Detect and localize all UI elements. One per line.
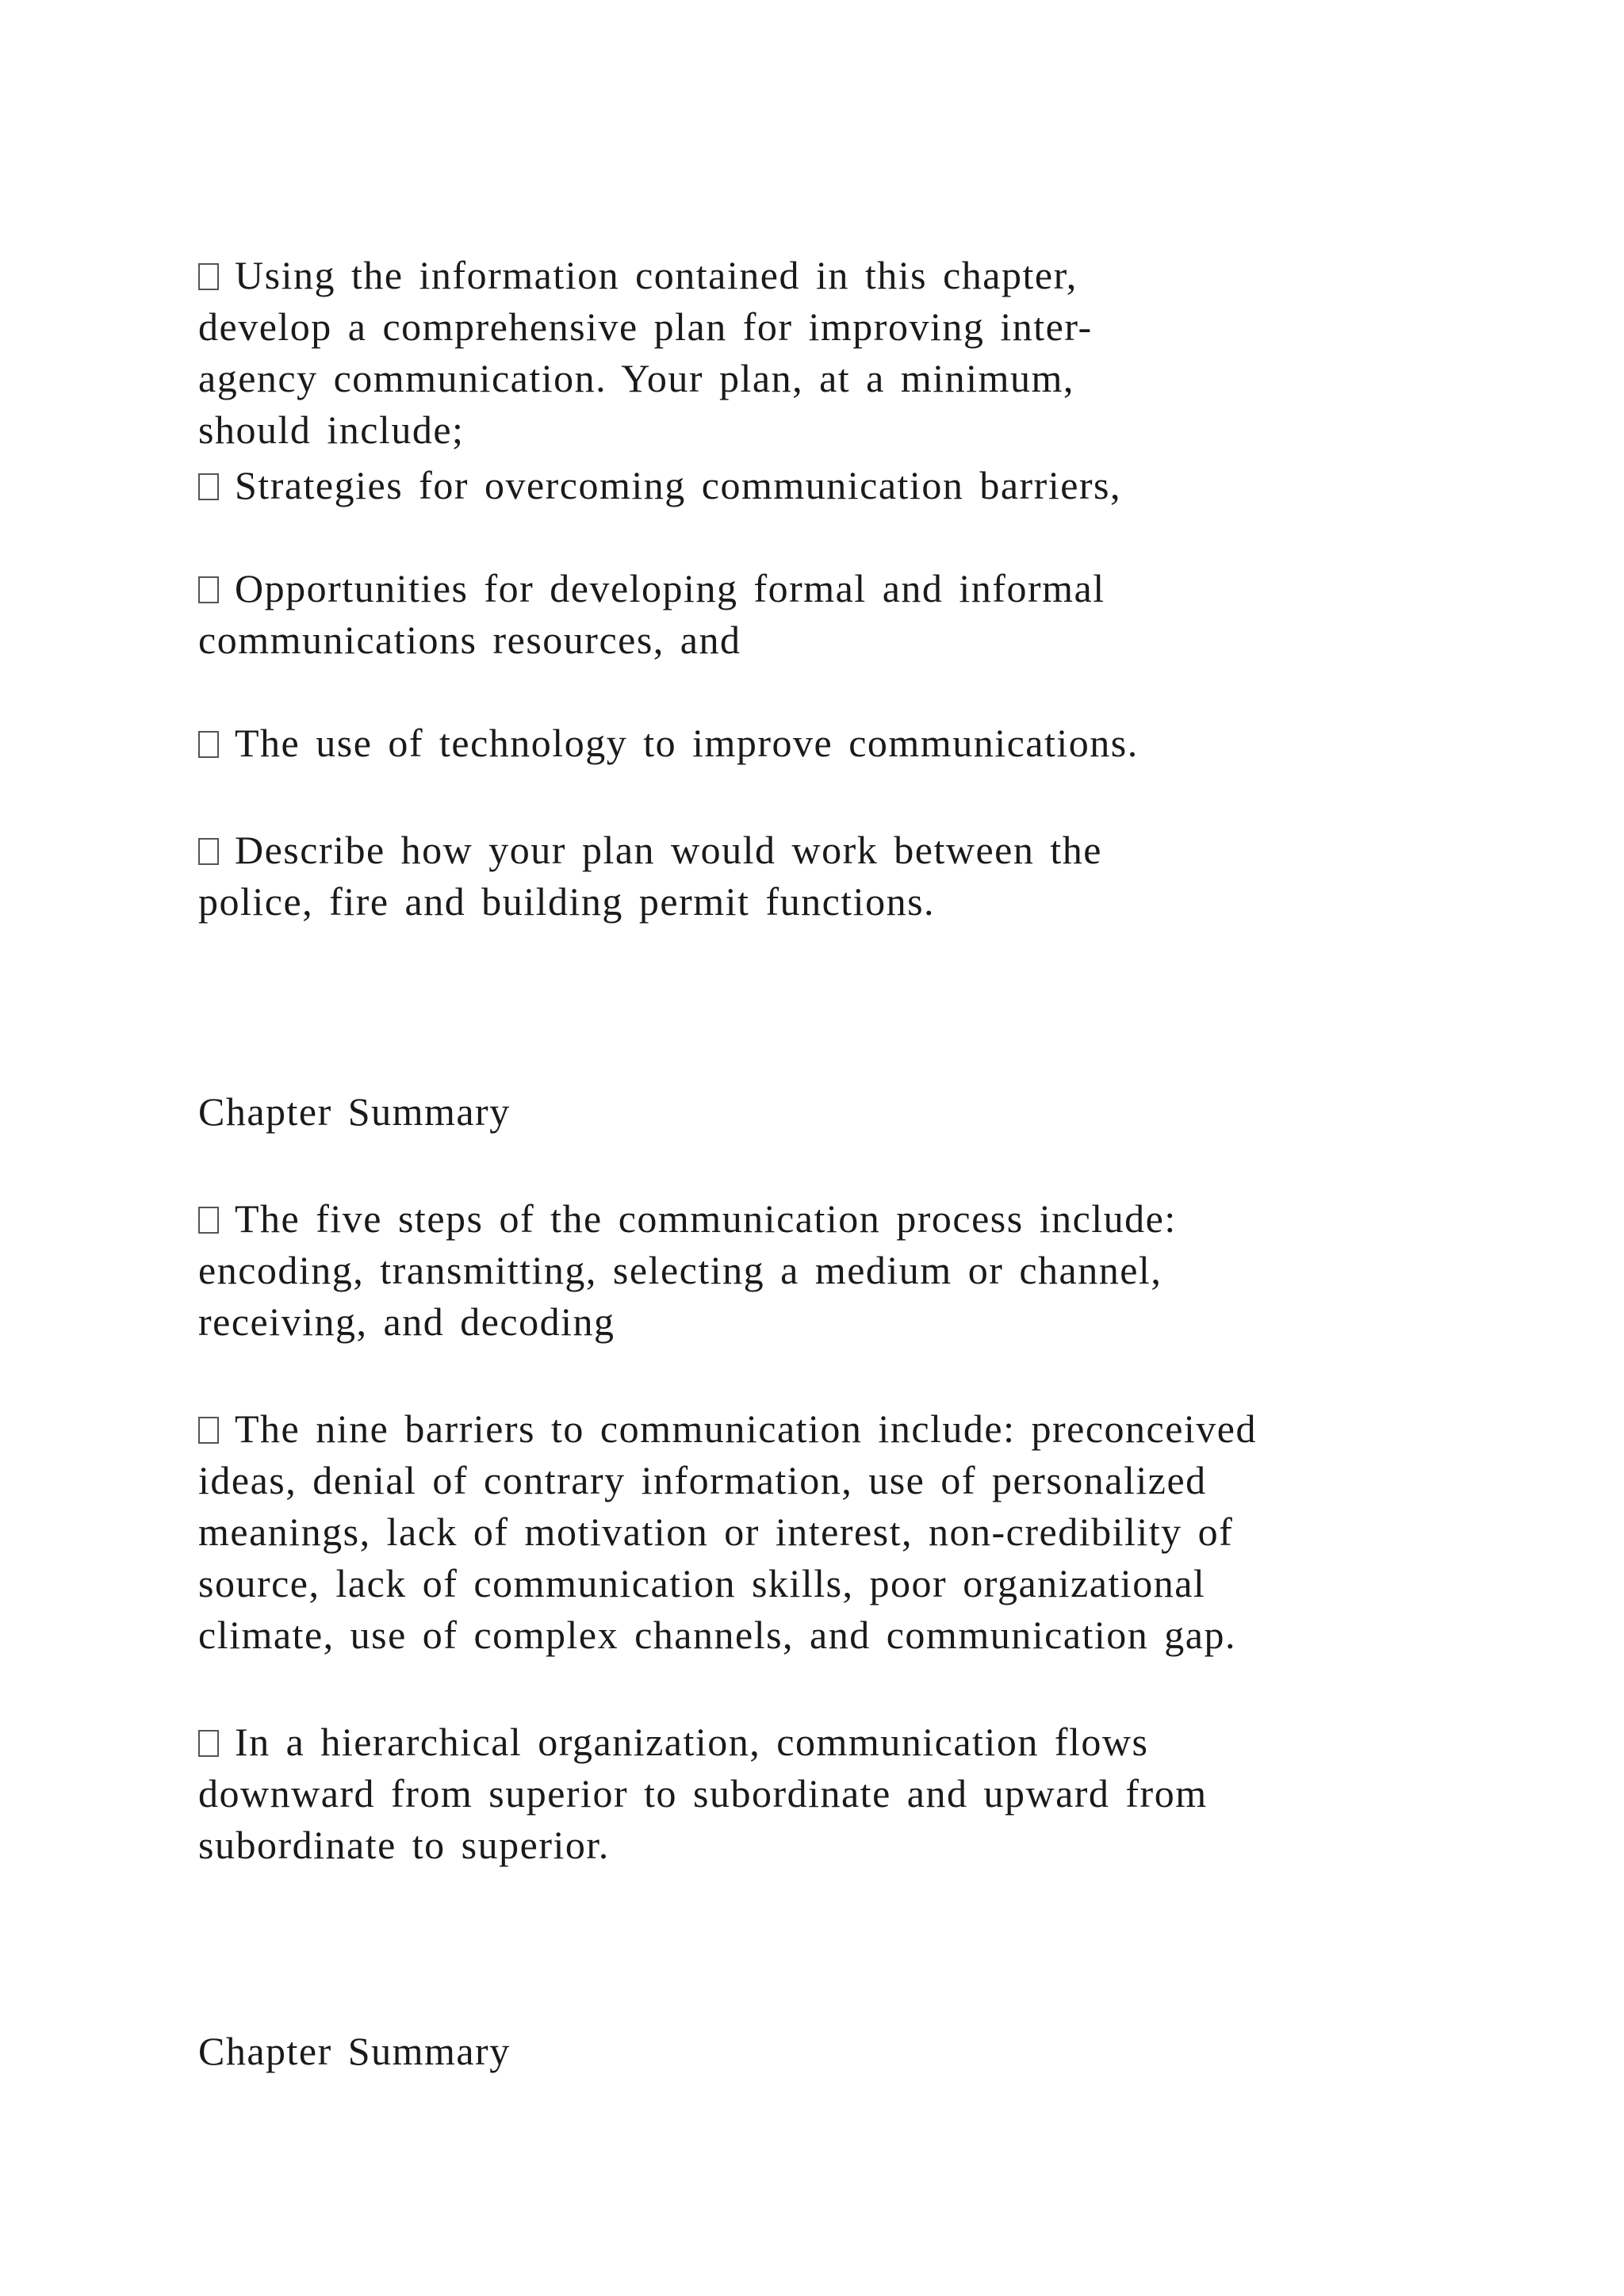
bullet-box-icon [198, 838, 219, 865]
text-line-content: Describe how your plan would work between the [235, 828, 1102, 872]
bullet-box-icon [198, 1730, 219, 1757]
bullet-box-icon [198, 731, 219, 758]
text-line [198, 250, 1467, 301]
text-line: climate, use of complex channels, and communication gap. [198, 1613, 1236, 1657]
heading-text: Chapter Summary [198, 2029, 511, 2073]
text-line: develop a comprehensive plan for improving inter- [198, 304, 1093, 349]
text-line: meanings, lack of motivation or interest, non-credibility of [198, 1510, 1234, 1554]
assignment-item-opportunities [198, 563, 1467, 666]
text-line [198, 1716, 1467, 1768]
text-line [198, 1403, 1467, 1455]
text-line-content: The use of technology to improve communications. [235, 721, 1139, 765]
text-line: subordinate to superior. [198, 1823, 610, 1867]
text-line: agency communication. Your plan, at a minimum, [198, 356, 1074, 400]
text-line: should include; [198, 408, 465, 452]
text-line-content: Strategies for overcoming communication barriers, [235, 463, 1122, 507]
text-line: source, lack of communication skills, poor organizational [198, 1561, 1206, 1605]
text-line: ideas, denial of contrary information, use of personalized [198, 1458, 1207, 1502]
text-line [198, 718, 1467, 769]
bullet-box-icon [198, 473, 219, 500]
text-line: encoding, transmitting, selecting a medium or channel, [198, 1248, 1162, 1292]
text-line [198, 1193, 1467, 1245]
text-line: downward from superior to subordinate and upward from [198, 1771, 1208, 1816]
summary-item-nine-barriers [198, 1403, 1467, 1661]
text-line-content: The nine barriers to communication include: preconceived [235, 1406, 1257, 1451]
text-line: receiving, and decoding [198, 1299, 615, 1344]
section-heading-chapter-summary [198, 2026, 1467, 2077]
text-line-content: The five steps of the communication process include: [235, 1196, 1177, 1241]
bullet-box-icon [198, 263, 219, 290]
text-line: police, fire and building permit functions. [198, 879, 936, 924]
text-line [198, 460, 1467, 511]
text-line-content: Using the information contained in this chapter, [235, 253, 1078, 297]
assignment-item-using-information [198, 250, 1467, 456]
heading-text: Chapter Summary [198, 1089, 511, 1134]
summary-item-five-steps [198, 1193, 1467, 1348]
section-heading-chapter-summary [198, 1086, 1467, 1138]
text-line: communications resources, and [198, 618, 741, 662]
text-line-content: Opportunities for developing formal and informal [235, 566, 1105, 610]
text-line [198, 563, 1467, 614]
bullet-box-icon [198, 1207, 219, 1234]
text-line [198, 825, 1467, 876]
assignment-item-strategies [198, 460, 1467, 511]
assignment-item-describe-plan [198, 825, 1467, 928]
bullet-box-icon [198, 576, 219, 603]
text-line-content: In a hierarchical organization, communication flows [235, 1720, 1149, 1764]
bullet-box-icon [198, 1417, 219, 1444]
summary-item-hierarchical [198, 1716, 1467, 1871]
assignment-item-technology [198, 718, 1467, 769]
